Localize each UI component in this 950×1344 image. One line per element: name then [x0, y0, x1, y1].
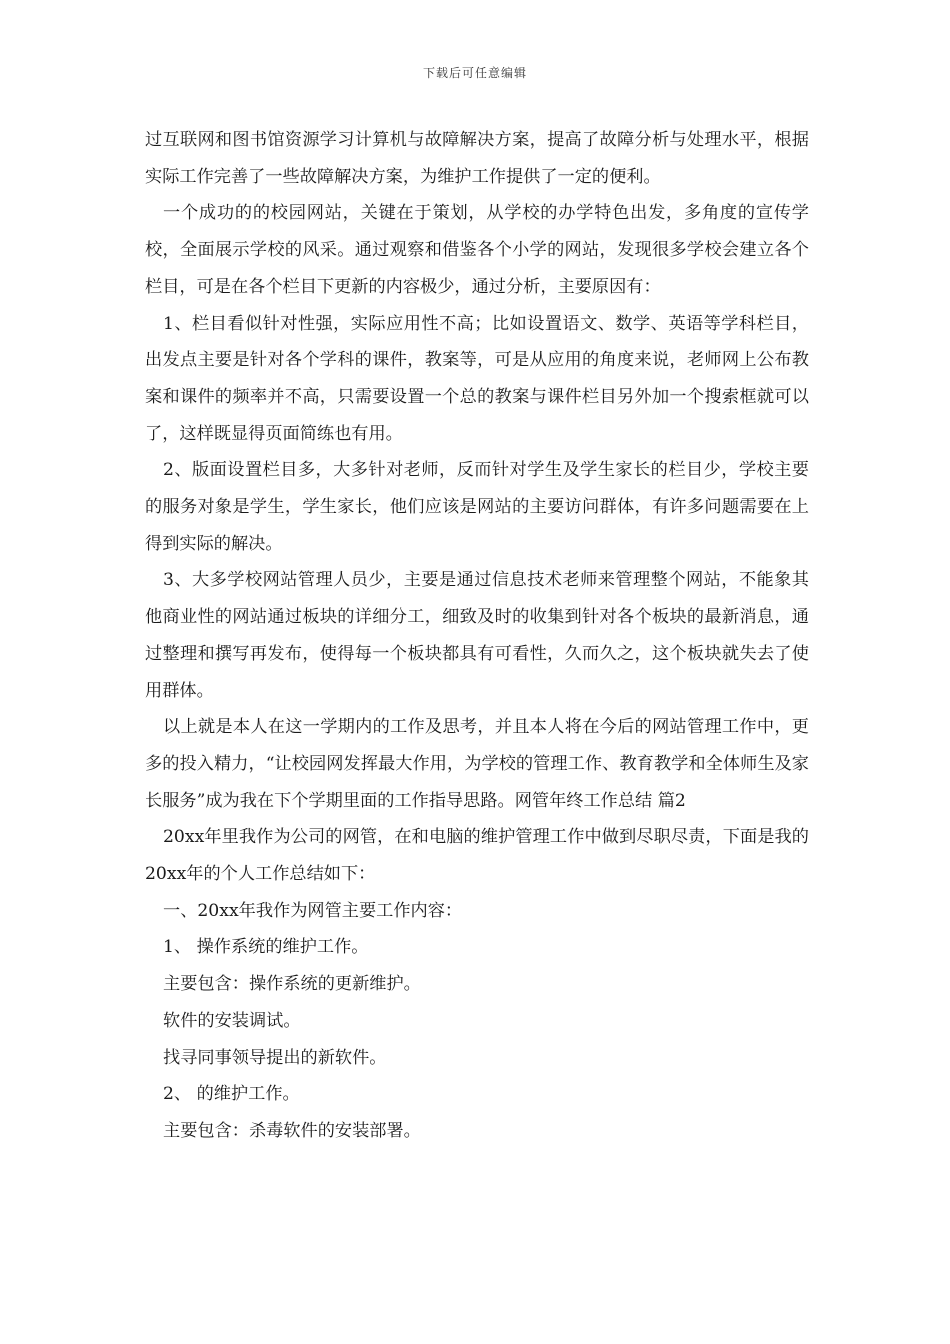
paragraph-13: 2、 的维护工作。 — [163, 1084, 300, 1105]
paragraph-7: 20xx年里我作为公司的网管，在和电脑的维护管理工作中做到尽职尽责，下面是我的20xx年的个人工作总结如下： — [145, 827, 809, 885]
paragraph-10: 主要包含：操作系统的更新维护。 — [163, 974, 421, 995]
paragraph-2: 一个成功的的校园网站，关键在于策划，从学校的办学特色出发，多角度的宣传学校，全面展示学校的风采。通过观察和借鉴各个小学的网站，发现很多学校会建立各个栏目，可是在各个栏目下更新的内容极少，通过分析，主要原因有： — [145, 203, 809, 297]
paragraph-12: 找寻同事领导提出的新软件。 — [163, 1047, 387, 1068]
paragraph-4: 2、版面设置栏目多，大多针对老师，反而针对学生及学生家长的栏目少，学校主要的服务对象是学生，学生家长，他们应该是网站的主要访问群体，有许多问题需要在上得到实际的解决。 — [145, 460, 809, 554]
paragraph-9: 1、 操作系统的维护工作。 — [163, 937, 369, 958]
paragraph-1: 过互联网和图书馆资源学习计算机与故障解决方案，提高了故障分析与处理水平，根据实际工作完善了一些故障解决方案，为维护工作提供了一定的便利。 — [145, 130, 809, 187]
paragraph-6: 以上就是本人在这一学期内的工作及思考，并且本人将在今后的网站管理工作中，更多的投入精力，“让校园网发挥最大作用，为学校的管理工作、教育教学和全体师生及家长服务”成为我在下个学期里面的工作指导思路。网管年终工作总结 篇2 — [145, 717, 809, 811]
paragraph-14: 主要包含：杀毒软件的安装部署。 — [163, 1120, 421, 1141]
paragraph-3: 1、栏目看似针对性强，实际应用性不高；比如设置语文、数学、英语等学科栏目，出发点主要是针对各个学科的课件，教案等，可是从应用的角度来说，老师网上公布教案和课件的频率并不高，只需要设置一个总的教案与课件栏目另外加一个搜索框就可以了，这样既显得页面简练也有用。 — [145, 313, 809, 444]
paragraph-5: 3、大多学校网站管理人员少，主要是通过信息技术老师来管理整个网站，不能象其他商业性的网站通过板块的详细分工，细致及时的收集到针对各个板块的最新消息，通过整理和撰写再发布，使得每一个板块都具有可看性，久而久之，这个板块就失去了使用群体。 — [145, 570, 809, 701]
paragraph-11: 软件的安装调试。 — [163, 1010, 301, 1031]
document-body — [145, 122, 809, 1150]
page-header: 下载后可任意编辑 — [422, 66, 527, 80]
paragraph-8: 一、20xx年我作为网管主要工作内容： — [163, 900, 463, 921]
